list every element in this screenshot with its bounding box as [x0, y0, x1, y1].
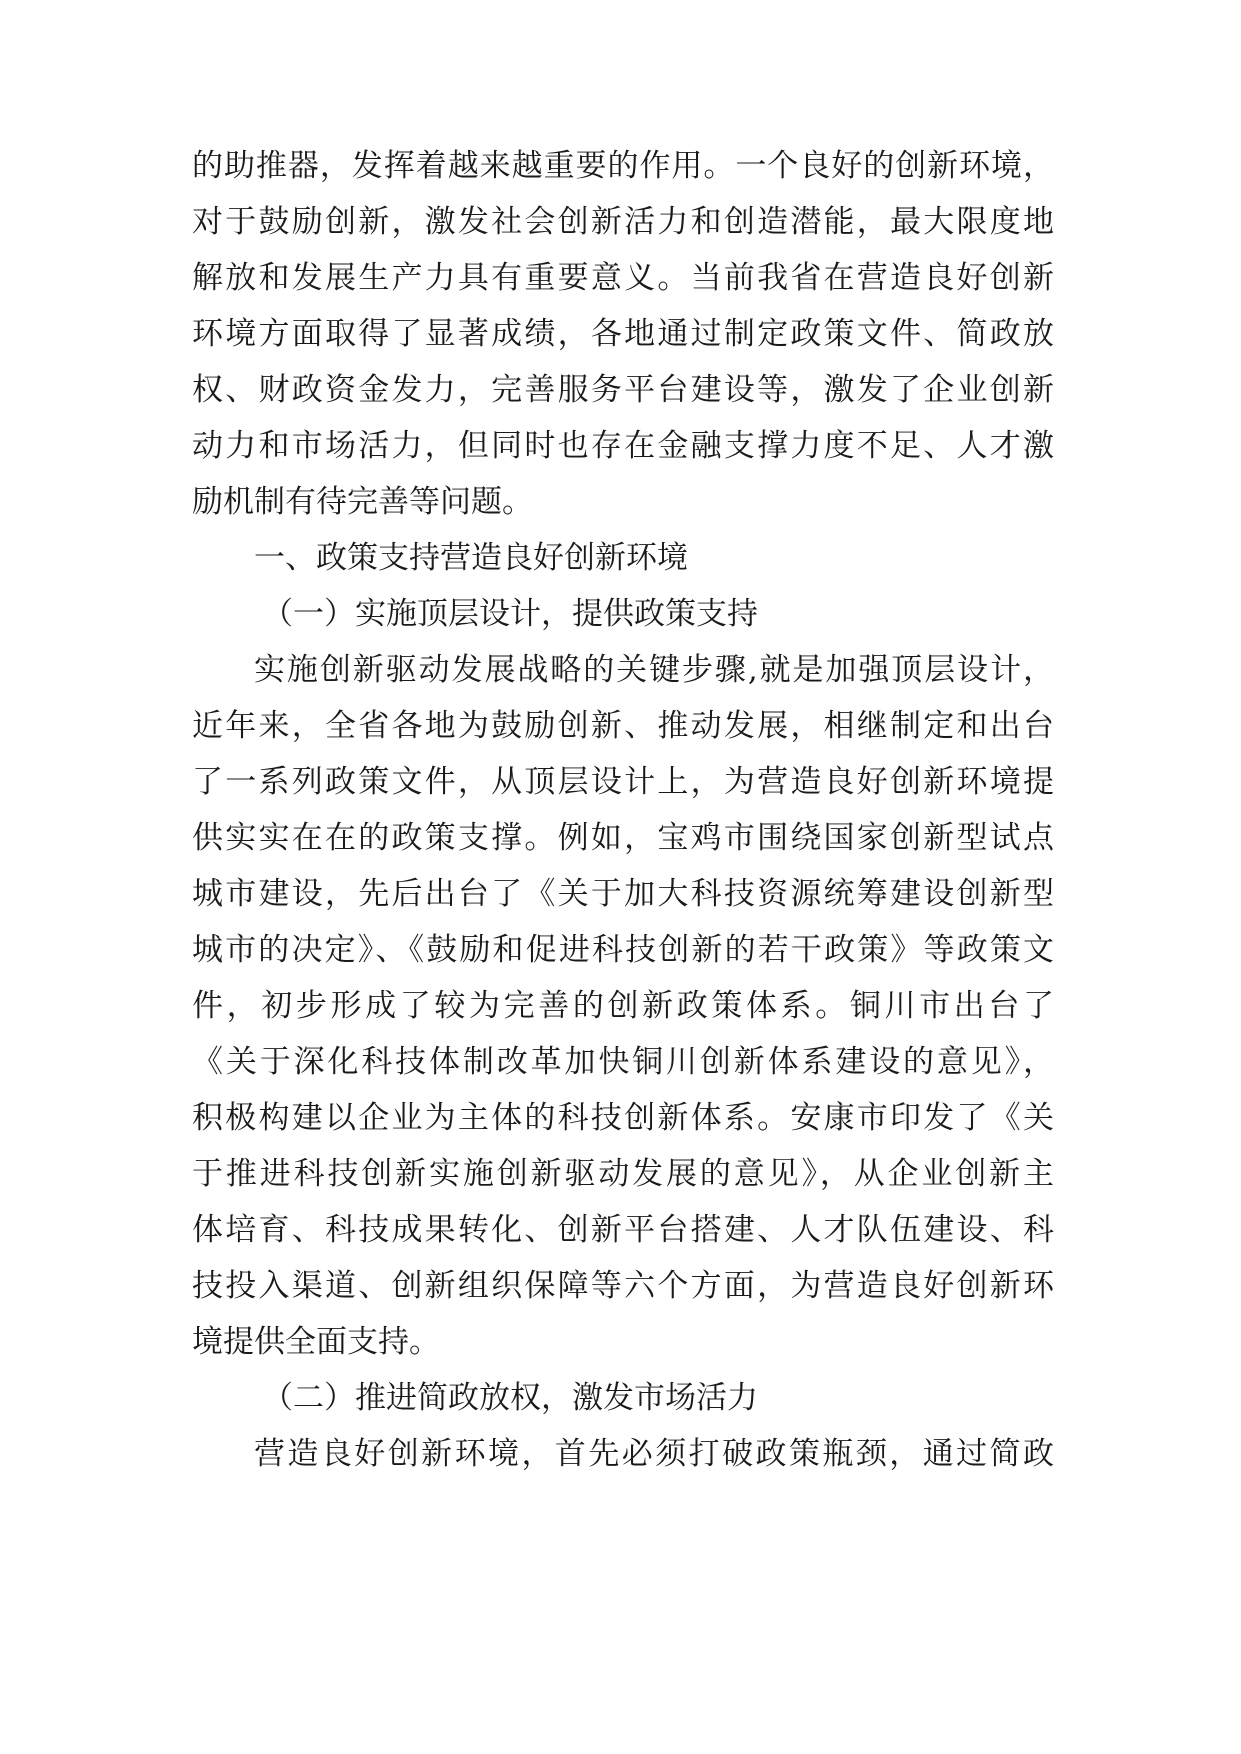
text-line: 近年来，全省各地为鼓励创新、推动发展，相继制定和出台 — [192, 708, 1054, 744]
text-line: 体培育、科技成果转化、创新平台搭建、人才队伍建设、科 — [192, 1212, 1054, 1248]
text-line: 城市建设，先后出台了《关于加大科技资源统筹建设创新型 — [192, 876, 1054, 912]
text-line: 境提供全面支持。 — [192, 1324, 440, 1360]
text-line: 营造良好创新环境，首先必须打破政策瓶颈，通过简政 — [254, 1436, 1054, 1472]
text-line: 环境方面取得了显著成绩，各地通过制定政策文件、简政放 — [192, 316, 1054, 352]
text-line: 城市的决定》、《鼓励和促进科技创新的若干政策》等政策文 — [192, 932, 1054, 968]
text-line: 对于鼓励创新，激发社会创新活力和创造潜能，最大限度地 — [192, 204, 1054, 240]
subsection-heading: （二）推进简政放权，激发市场活力 — [262, 1380, 758, 1416]
text-line: 动力和市场活力，但同时也存在金融支撑力度不足、人才激 — [192, 428, 1054, 464]
section-heading: 一、政策支持营造良好创新环境 — [254, 540, 688, 576]
text-line: 技投入渠道、创新组织保障等六个方面，为营造良好创新环 — [192, 1268, 1054, 1304]
text-line: 实施创新驱动发展战略的关键步骤,就是加强顶层设计， — [254, 652, 1054, 688]
text-line: 的助推器，发挥着越来越重要的作用。一个良好的创新环境， — [192, 148, 1054, 184]
text-line: 《关于深化科技体制改革加快铜川创新体系建设的意见》， — [192, 1044, 1054, 1080]
text-line: 供实实在在的政策支撑。例如，宝鸡市围绕国家创新型试点 — [192, 820, 1054, 856]
text-line: 权、财政资金发力，完善服务平台建设等，激发了企业创新 — [192, 372, 1054, 408]
text-line: 解放和发展生产力具有重要意义。当前我省在营造良好创新 — [192, 260, 1054, 296]
text-line: 于推进科技创新实施创新驱动发展的意见》，从企业创新主 — [192, 1156, 1054, 1192]
subsection-heading: （一）实施顶层设计，提供政策支持 — [262, 596, 758, 632]
text-line: 积极构建以企业为主体的科技创新体系。安康市印发了《关 — [192, 1100, 1054, 1136]
text-line: 件，初步形成了较为完善的创新政策体系。铜川市出台了 — [192, 988, 1054, 1024]
text-line: 了一系列政策文件，从顶层设计上，为营造良好创新环境提 — [192, 764, 1054, 800]
text-line: 励机制有待完善等问题。 — [192, 484, 533, 520]
